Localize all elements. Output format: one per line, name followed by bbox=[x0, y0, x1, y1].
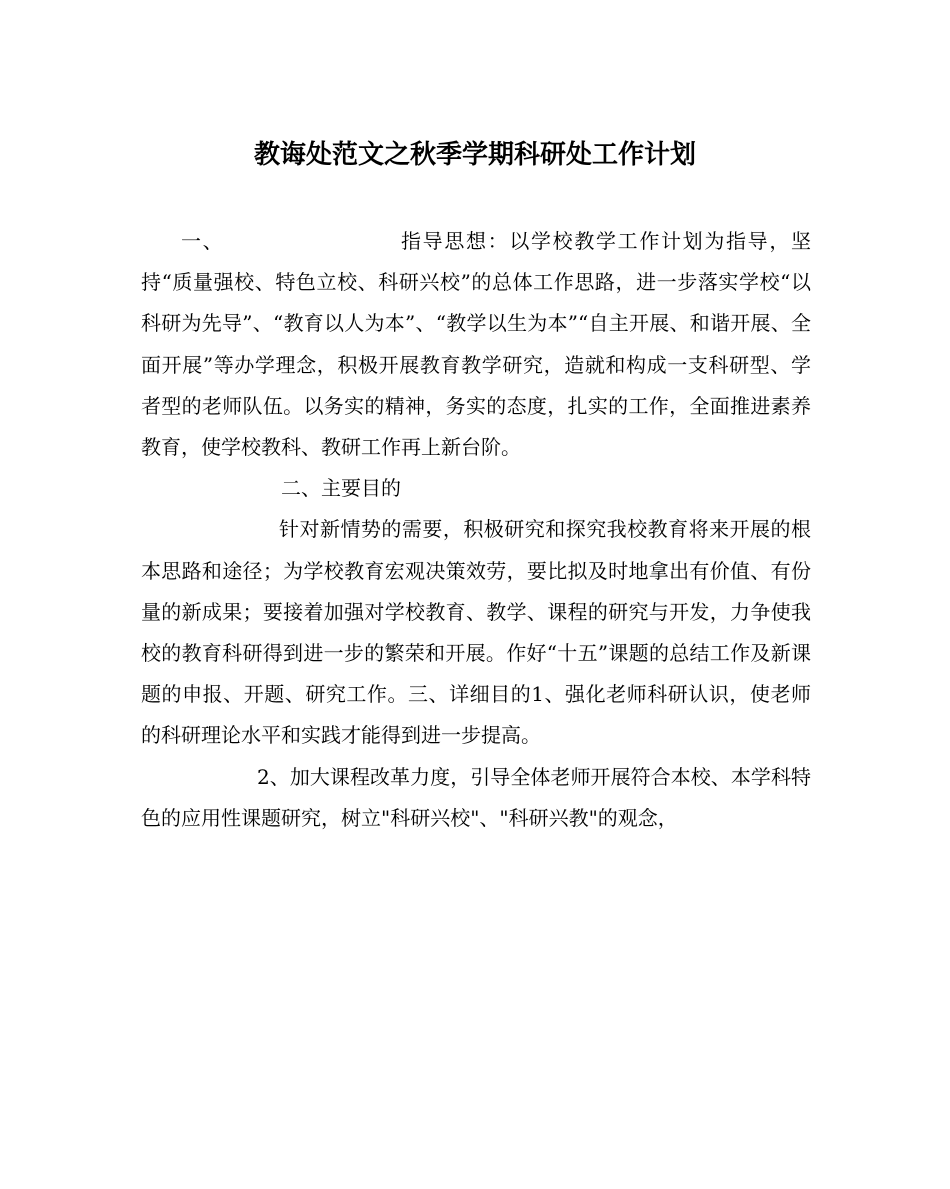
paragraph-guiding-ideology bbox=[141, 221, 811, 468]
paragraph-item-2: 2、加大课程改革力度，引导全体老师开展符合本校、本学科特色的应用性课题研究，树立"科研兴校"、"科研兴教"的观念， bbox=[141, 764, 811, 830]
section-2-heading: 二、主要目的 bbox=[281, 476, 401, 501]
document-body bbox=[141, 221, 811, 839]
section-1-label: 一、 bbox=[181, 229, 225, 253]
document-title: 教诲处范文之秋季学期科研处工作计划 bbox=[253, 140, 696, 170]
paragraph-main-goals: 针对新情势的需要，积极研究和探究我校教育将来开展的根本思路和途径；为学校教育宏观决策效劳，要比拟及时地拿出有价值、有份量的新成果；要接着加强对学校教育、教学、课程的研究与开发，力争使我校的教育科研得到进一步的繁荣和开展。作好“十五”课题的总结工作及新课题的申报、开题、研究工作。三、详细目的1、强化老师科研认识，使老师的科研理论水平和实践才能得到进一步提高。 bbox=[141, 517, 811, 748]
section-1-text: 指导思想：以学校教学工作计划为指导，坚持“质量强校、特色立校、科研兴校”的总体工作思路，进一步落实学校“以科研为先导”、“教育以人为本”、“教学以生为本”“自主开展、和谐开展、全面开展”等办学理念，积极开展教育教学研究，造就和构成一支科研型、学者型的老师队伍。以务实的精神，务实的态度，扎实的工作，全面推进素养教育，使学校教科、教研工作再上新台阶。 bbox=[141, 229, 812, 460]
